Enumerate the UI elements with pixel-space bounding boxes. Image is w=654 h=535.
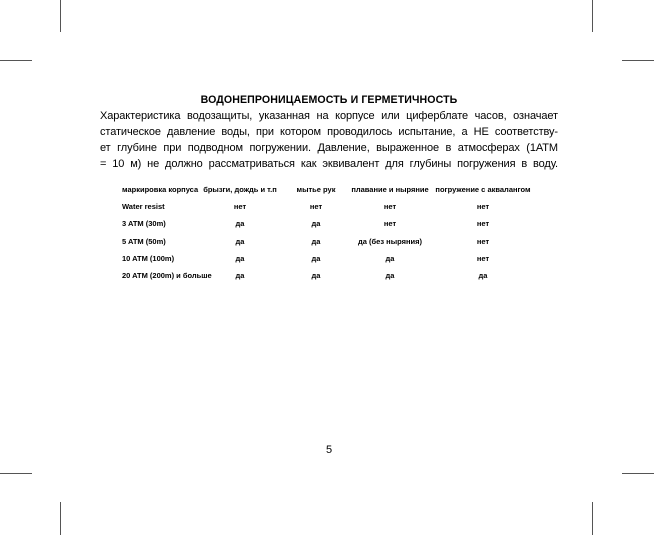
crop-mark-top-left-vertical <box>60 0 61 32</box>
table-cell: да <box>235 253 245 263</box>
paragraph-line: статическое давление воды, при котором проводилось испытание, а НЕ соответству- <box>100 126 558 138</box>
crop-mark-bottom-right-vertical <box>592 502 593 535</box>
table-cell: нет <box>476 219 490 229</box>
table-cell: да (без ныряния) <box>358 236 422 246</box>
table-cell: да <box>235 219 245 229</box>
paragraph-line: Характеристика водозащиты, указанная на корпусе или циферблате часов, означает <box>100 110 558 122</box>
page-title: ВОДОНЕПРОНИЦАЕМОСТЬ И ГЕРМЕТИЧНОСТЬ <box>200 94 458 106</box>
table-cell: да <box>311 253 321 263</box>
table-cell: да <box>311 271 321 281</box>
table-cell: да <box>385 253 395 263</box>
table-cell: да <box>311 236 321 246</box>
table-row-label: 3 ATM (30m) <box>122 219 166 229</box>
page-number: 5 <box>325 444 333 456</box>
table-cell: да <box>235 236 245 246</box>
table-row-label: 10 ATM (100m) <box>122 253 175 263</box>
table-cell: нет <box>476 202 490 212</box>
table-cell: да <box>235 271 245 281</box>
table-cell: нет <box>383 219 397 229</box>
table-row-label: 5 ATM (50m) <box>122 236 166 246</box>
table-cell: да <box>311 219 321 229</box>
crop-mark-bottom-right-horizontal <box>622 473 654 474</box>
table-header-cell: плавание и ныряние <box>351 185 429 195</box>
table-cell: нет <box>383 202 397 212</box>
water-resistance-table <box>122 181 552 284</box>
paragraph-line: ет глубине при подводном погружении. Давление, выраженное в атмосферах (1ATM <box>100 142 558 154</box>
table-cell: нет <box>476 236 490 246</box>
table-header-cell: погружение с аквалангом <box>435 185 531 195</box>
table-header-cell: брызги, дождь и т.п <box>203 185 277 195</box>
table-cell: да <box>478 271 488 281</box>
crop-mark-top-right-horizontal <box>622 60 654 61</box>
table-cell: нет <box>233 202 247 212</box>
paragraph-line: = 10 м) не должно рассматриваться как эквивалент для глубины погружения в воду. <box>100 158 558 170</box>
intro-paragraph <box>100 108 558 172</box>
table-row-label: Water resist <box>122 202 165 212</box>
table-cell: да <box>385 271 395 281</box>
crop-mark-bottom-left-vertical <box>60 502 61 535</box>
table-header-cell: маркировка корпуса <box>122 185 199 195</box>
crop-mark-top-left-horizontal <box>0 60 32 61</box>
table-header-cell: мытье рук <box>296 185 336 195</box>
table-cell: нет <box>476 253 490 263</box>
table-row-label: 20 ATM (200m) и больше <box>122 271 212 281</box>
crop-mark-top-right-vertical <box>592 0 593 32</box>
crop-mark-bottom-left-horizontal <box>0 473 32 474</box>
table-cell: нет <box>309 202 323 212</box>
